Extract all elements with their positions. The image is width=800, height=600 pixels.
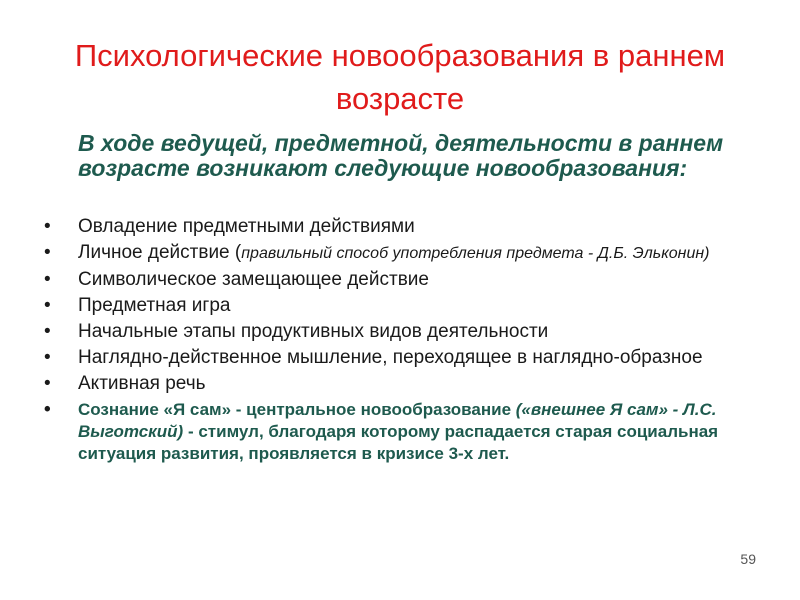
bullet-text: Личное действие ( <box>78 242 242 263</box>
list-item <box>40 347 755 369</box>
bullet-icon: • <box>44 242 51 263</box>
bullet-text-part2: («внешнее Я сам» - Л.С. Выготский) <box>78 400 717 441</box>
bullet-icon: • <box>44 216 51 237</box>
bullet-icon: • <box>44 347 51 368</box>
bullet-list <box>40 216 755 469</box>
bullet-text-part3: - стимул, благодаря которому распадается старая социальная ситуация развития, проявляется в кризисе 3-х лет. <box>78 422 719 463</box>
bullet-icon: • <box>44 373 51 394</box>
bullet-text: Наглядно-действенное мышление, переходящее в наглядно-образное <box>78 347 703 368</box>
slide-intro: В ходе ведущей, предметной, деятельности в раннем возрасте возникают следующие новообразования: <box>78 130 724 181</box>
bullet-icon: • <box>44 399 51 420</box>
bullet-text: Овладение предметными действиями <box>78 216 415 237</box>
bullet-text-part1: Сознание «Я сам» - центральное новообразование <box>78 400 516 419</box>
bullet-text: Предметная игра <box>78 295 231 316</box>
bullet-icon: • <box>44 269 51 290</box>
bullet-icon: • <box>44 295 51 316</box>
bullet-icon: • <box>44 321 51 342</box>
list-item <box>40 269 755 291</box>
bullet-text: Начальные этапы продуктивных видов деятельности <box>78 321 549 342</box>
list-item <box>40 321 755 343</box>
list-item <box>40 295 755 317</box>
list-item-key <box>40 399 755 465</box>
slide-title: Психологические новообразования в раннем возрасте <box>74 38 726 116</box>
page-number: 59 <box>740 551 756 567</box>
list-item <box>40 216 755 238</box>
bullet-text: Активная речь <box>78 373 206 394</box>
bullet-text: Символическое замещающее действие <box>78 269 429 290</box>
list-item <box>40 242 755 265</box>
list-item <box>40 373 755 395</box>
bullet-note: правильный способ употребления предмета - Д.Б. Эльконин) <box>241 245 710 262</box>
